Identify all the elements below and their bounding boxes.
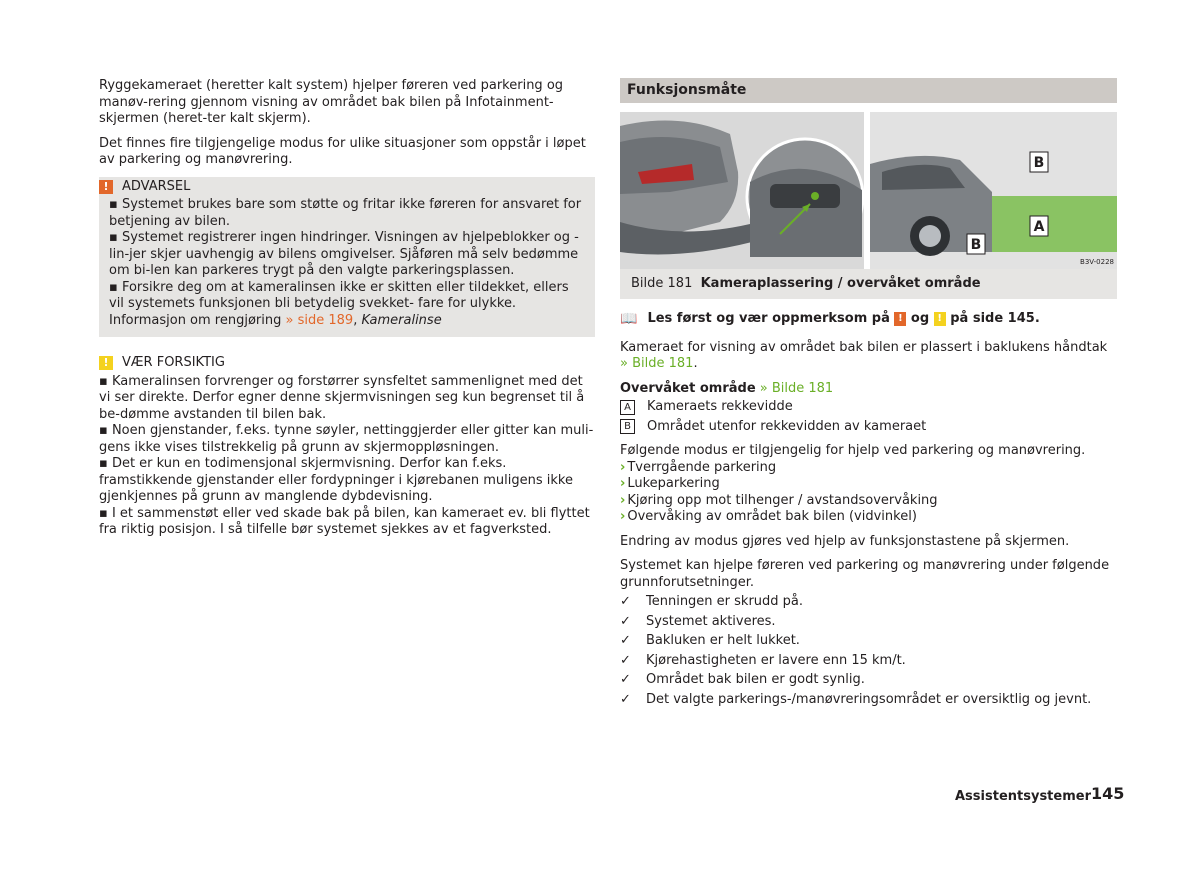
zone-a	[992, 196, 1117, 252]
legend-item	[620, 399, 1117, 416]
page-number: 145	[1091, 784, 1125, 803]
figure-divider	[864, 112, 870, 269]
right-column	[620, 78, 1117, 711]
monitored-title: Overvåket område	[620, 380, 756, 396]
camera-illustration	[620, 112, 1117, 269]
legend-text: Kameraets rekkevidde	[647, 399, 793, 414]
section-title: Funksjonsmåte	[620, 78, 1117, 103]
mode-label: Overvåking av området bak bilen (vidvinkel)	[627, 509, 917, 524]
label-b-bottom: B	[970, 237, 982, 253]
mode-item	[620, 493, 1117, 510]
warning-header	[103, 178, 583, 196]
chevron-right-icon: ›	[620, 476, 626, 491]
checkmark-icon: ✓	[620, 691, 631, 707]
caption-title: Kameraplassering / overvåket område	[700, 276, 981, 291]
condition-text: Tenningen er skrudd på.	[646, 594, 804, 609]
caution-item: ▪ Noen gjenstander, f.eks. tynne søyler, nettinggjerder eller gitter kan muli-gens ikke vises tilstrekkelig på grunn av skjermoppløsningen.	[99, 423, 594, 455]
modes-intro: Følgende modus er tilgjengelig for hjelp ved parkering og manøvrering.	[620, 443, 1086, 458]
caution-title: VÆR FORSIKTIG	[122, 355, 225, 370]
caution-item: ▪ Kameralinsen forvrenger og forstørrer synsfeltet sammenlignet med det vi ser direkte. Derfor egner denne skjermvisningen seg kun begrenset til å be-dømme avstanden til bilen bak.	[99, 373, 585, 422]
condition-item	[620, 614, 1117, 631]
figure-code: B3V-0228	[1080, 258, 1114, 266]
caption-number: Bilde 181	[631, 276, 693, 291]
read-first-prefix: Les først og vær oppmerksom på	[647, 311, 890, 326]
read-first-suffix: på side 145.	[950, 311, 1040, 326]
caution-header	[99, 355, 595, 372]
legend-item	[620, 419, 1117, 436]
condition-item	[620, 672, 1117, 689]
legend-key-b: B	[620, 419, 635, 434]
mode-item	[620, 476, 1117, 493]
legend-key-a: A	[620, 400, 635, 415]
condition-item	[620, 594, 1117, 611]
conditions-intro: Systemet kan hjelpe føreren ved parkering og manøvrering under følgende grunnforutsetninger.	[620, 558, 1110, 590]
figure-reference-link[interactable]: » Bilde 181	[759, 380, 834, 396]
chevron-right-icon: ›	[620, 459, 626, 475]
read-first-and: og	[910, 311, 930, 326]
checkmark-icon: ✓	[620, 633, 631, 648]
camera-lens	[811, 192, 819, 200]
checkmark-icon: ✓	[620, 613, 631, 629]
zoom-tailgate	[750, 169, 862, 257]
page-reference-link[interactable]: » side 189	[285, 312, 354, 328]
warning-icon: !	[99, 180, 113, 194]
label-a: A	[1033, 219, 1045, 235]
condition-item	[620, 692, 1117, 709]
caution-item: ▪ I et sammenstøt eller ved skade bak på bilen, kan kameraet ev. bli flyttet fra riktig posisjon. I så tilfelle bør systemet sjekkes av et fagverksted.	[99, 505, 590, 537]
mode-label: Lukeparkering	[627, 476, 720, 491]
mode-change-paragraph: Endring av modus gjøres ved hjelp av funksjonstastene på skjermen.	[620, 533, 1070, 549]
condition-text: Det valgte parkerings-/manøvreringsområdet er oversiktlig og jevnt.	[646, 691, 1092, 707]
separator: ,	[353, 312, 362, 328]
warning-item: ▪ Systemet brukes bare som støtte og fritar ikke føreren for ansvaret for betjening av bilen.	[109, 197, 582, 229]
chevron-right-icon: ›	[620, 509, 626, 524]
condition-text: Bakluken er helt lukket.	[646, 633, 800, 648]
wheel-rim	[919, 225, 941, 247]
warning-item: ▪ Systemet registrerer ingen hindringer. Visningen av hjelpeblokker og -lin-jer skjer uavhengig av bilens omgivelser. Sjåføren må selv bedømme om bi-len kan parkeres trygt på den valgte parkeringsplassen.	[109, 230, 579, 278]
mode-item	[620, 509, 1117, 526]
condition-text: Systemet aktiveres.	[646, 613, 776, 629]
camera-figure	[620, 112, 1117, 269]
caution-item: ▪ Det er kun en todimensjonal skjermvisning. Derfor kan f.eks. framstikkende gjenstander eller fordypninger i kjørebanen muligens ikke gjenkjennes på grunn av manglende dybdevisning.	[99, 456, 573, 504]
location-text: Kameraet for visning av området bak bilen er plassert i baklukens håndtak	[620, 339, 1108, 355]
modes-intro-paragraph: Det finnes fire tilgjengelige modus for ulike situasjoner som oppstår i løpet av parkering og manøvrering.	[99, 135, 586, 167]
condition-text: Kjørehastigheten er lavere enn 15 km/t.	[646, 652, 906, 668]
chapter-reference: Kameralinse	[361, 312, 442, 328]
condition-item	[620, 633, 1117, 650]
legend-text: Området utenfor rekkevidden av kameraet	[647, 418, 927, 434]
left-column	[99, 78, 595, 539]
condition-item	[620, 653, 1117, 670]
label-b-top: B	[1033, 155, 1045, 171]
footer-section-title: Assistentsystemer	[955, 789, 1091, 804]
caution-icon: !	[99, 356, 113, 370]
warning-icon: !	[894, 312, 906, 326]
condition-text: Området bak bilen er godt synlig.	[646, 672, 865, 687]
warning-item	[109, 280, 583, 330]
figure-caption	[620, 269, 1117, 299]
location-paragraph	[620, 340, 1117, 373]
checkmark-icon: ✓	[620, 672, 631, 687]
book-icon: 📖	[620, 311, 638, 327]
chevron-right-icon: ›	[620, 492, 626, 508]
mode-label: Tverrgående parkering	[627, 459, 777, 475]
camera-handle	[770, 184, 840, 208]
figure-reference-link[interactable]: » Bilde 181	[620, 356, 694, 371]
intro-paragraph: Ryggekameraet (heretter kalt system) hjelper føreren ved parkering og manøv-rering gjennom visning av området bak bilen på Infotainment-skjermen (heret-ter kalt skjerm).	[99, 78, 564, 126]
location-end: .	[693, 356, 698, 371]
warning-title: ADVARSEL	[122, 178, 191, 194]
checkmark-icon: ✓	[620, 594, 631, 609]
checkmark-icon: ✓	[620, 652, 631, 668]
read-first-line	[620, 311, 1117, 328]
warning-box	[99, 177, 595, 338]
caution-icon: !	[934, 312, 946, 326]
mode-label: Kjøring opp mot tilhenger / avstandsovervåking	[627, 492, 938, 508]
warning-item-text: ▪ Forsikre deg om at kameralinsen ikke er skitten eller tildekket, ellers vil systemets funksjonen bli betydelig svekket- fare for ulykke. Informasjon om rengjøring	[109, 279, 569, 328]
mode-item	[620, 460, 1117, 477]
monitored-area-heading	[620, 381, 1117, 398]
